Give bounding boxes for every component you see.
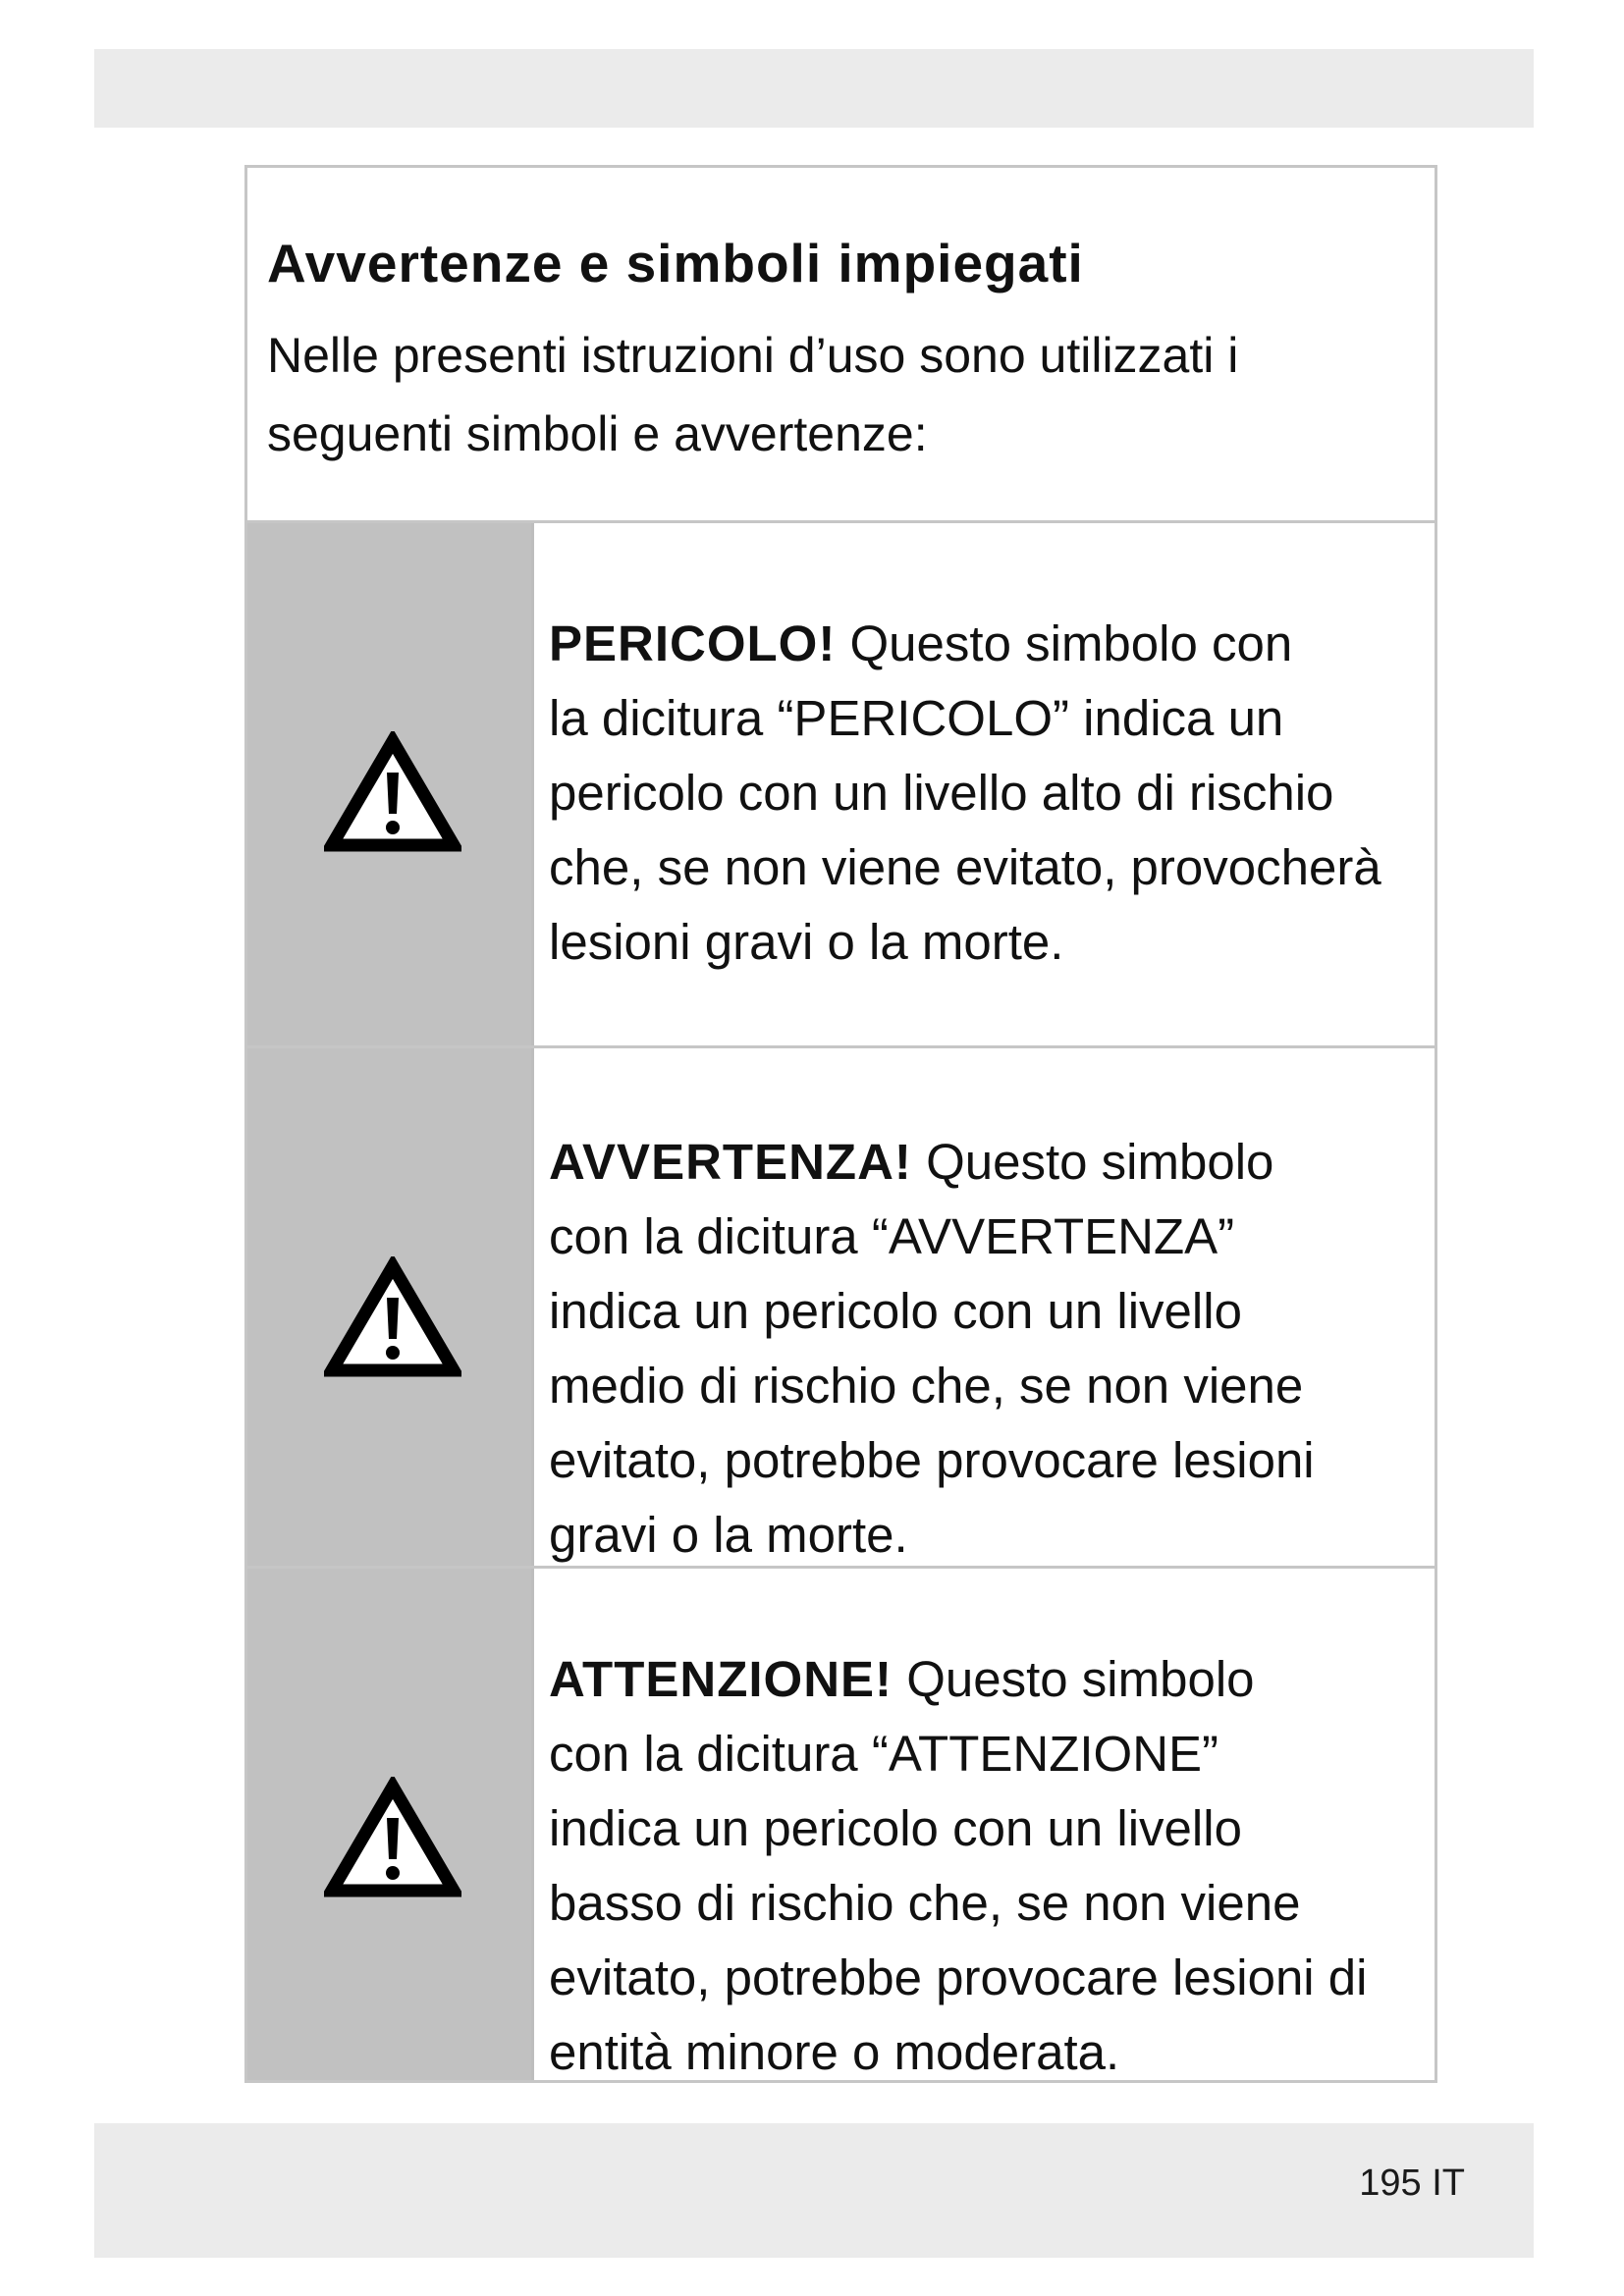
warning-row-attenzione bbox=[247, 1569, 1435, 2080]
section-title: Avvertenze e simboli impiegati bbox=[267, 233, 1084, 294]
warning-text bbox=[549, 607, 1425, 980]
warning-text-line: gravi o la morte. bbox=[549, 1507, 908, 1563]
warning-text-line: la dicitura “PERICOLO” indica un bbox=[549, 690, 1284, 746]
warning-text bbox=[549, 1125, 1425, 1573]
warning-text-line: con la dicitura “AVVERTENZA” bbox=[549, 1208, 1235, 1264]
footer-bar bbox=[94, 2123, 1534, 2258]
header-bar bbox=[94, 49, 1534, 128]
warning-text-line: medio di rischio che, se non viene bbox=[549, 1358, 1304, 1414]
signal-word: AVVERTENZA! bbox=[549, 1134, 912, 1190]
warning-triangle-icon bbox=[324, 731, 461, 853]
warning-text bbox=[549, 1642, 1425, 2090]
warnings-table bbox=[244, 165, 1437, 2083]
warning-text-line: pericolo con un livello alto di rischio bbox=[549, 765, 1334, 821]
intro-text-line: seguenti simboli e avvertenze: bbox=[267, 406, 928, 461]
warning-triangle-icon bbox=[324, 1256, 461, 1378]
warning-text-line: Questo simbolo con bbox=[836, 615, 1293, 671]
page-number: 195 IT bbox=[1359, 2163, 1465, 2204]
signal-word: PERICOLO! bbox=[549, 615, 837, 671]
warning-row-pericolo bbox=[247, 523, 1435, 1048]
icon-cell bbox=[247, 1048, 534, 1566]
signal-word: ATTENZIONE! bbox=[549, 1651, 893, 1707]
icon-cell bbox=[247, 1569, 534, 2080]
warning-text-line: Questo simbolo bbox=[893, 1651, 1255, 1707]
warning-text-line: che, se non viene evitato, provocherà bbox=[549, 839, 1381, 895]
warning-text-line: evitato, potrebbe provocare lesioni di bbox=[549, 1949, 1368, 2005]
warning-text-line: indica un pericolo con un livello bbox=[549, 1283, 1242, 1339]
intro-section bbox=[247, 168, 1435, 523]
warning-text-line: con la dicitura “ATTENZIONE” bbox=[549, 1726, 1219, 1782]
warning-text-line: indica un pericolo con un livello bbox=[549, 1800, 1242, 1856]
icon-cell bbox=[247, 523, 534, 1045]
warning-text-line: lesioni gravi o la morte. bbox=[549, 914, 1064, 970]
warning-text-line: evitato, potrebbe provocare lesioni bbox=[549, 1432, 1315, 1488]
intro-text-line: Nelle presenti istruzioni d’uso sono utilizzati i bbox=[267, 328, 1239, 383]
warning-row-avvertenza bbox=[247, 1048, 1435, 1569]
intro-text bbox=[267, 316, 1415, 473]
warning-text-line: entità minore o moderata. bbox=[549, 2024, 1120, 2080]
warning-text-line: basso di rischio che, se non viene bbox=[549, 1875, 1301, 1931]
warning-triangle-icon bbox=[324, 1777, 461, 1898]
warning-text-line: Questo simbolo bbox=[911, 1134, 1274, 1190]
